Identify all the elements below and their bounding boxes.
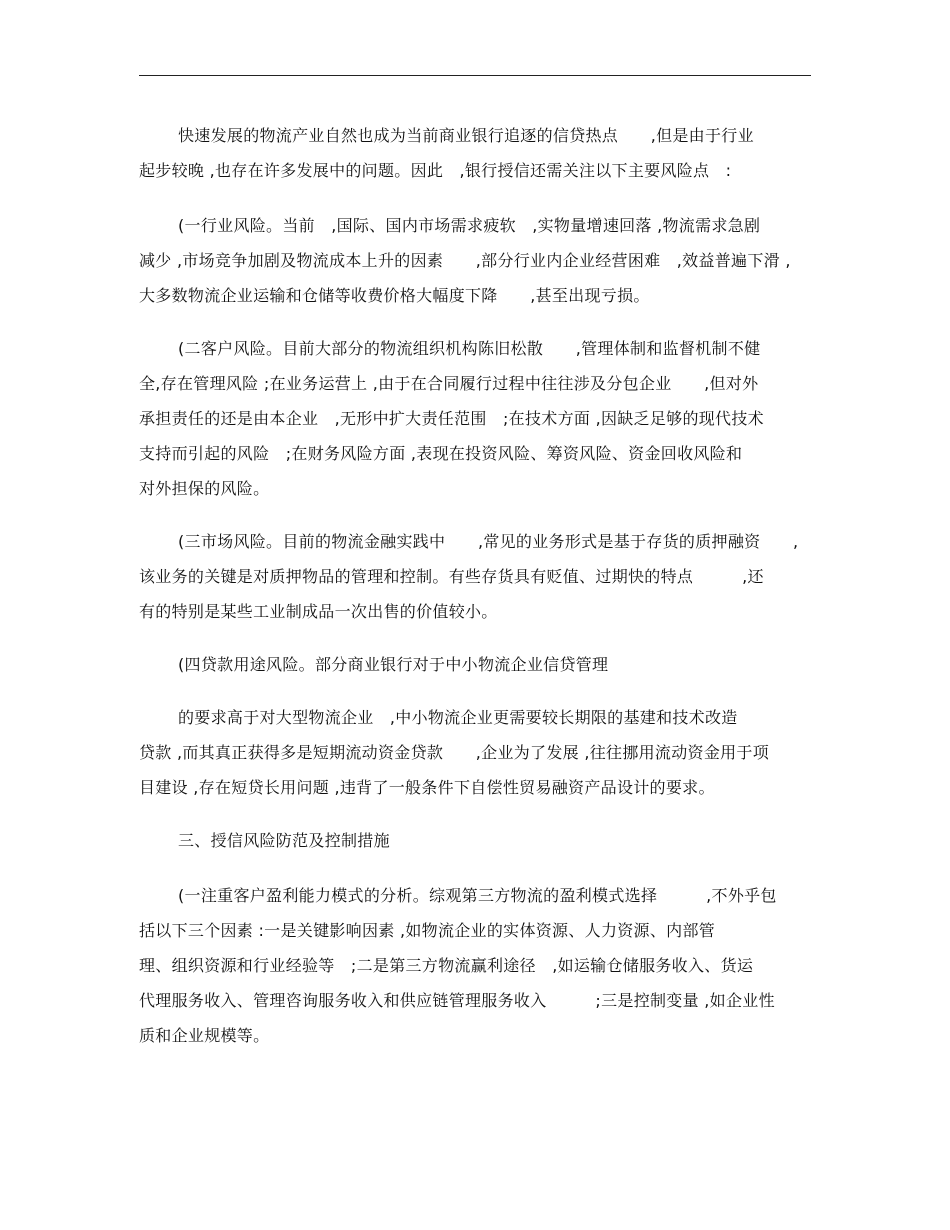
text-line: 对外担保的风险。	[139, 479, 270, 498]
text-line: (一行业风险。当前 ,国际、国内市场需求疲软 ,实物量增速回落 ,物流需求急剧	[178, 216, 761, 235]
text-line: (二客户风险。目前大部分的物流组织机构陈旧松散 ,管理体制和监督机制不健	[178, 339, 761, 358]
header-rule	[139, 75, 811, 76]
text-line: 理、组织资源和行业经验等 ;二是第三方物流赢利途径 ,如运输仓储服务收入、货运	[139, 956, 754, 975]
text-line: 该业务的关键是对质押物品的管理和控制。有些存货具有贬值、过期快的特点 ,还	[139, 567, 764, 586]
text-line: 代理服务收入、管理咨询服务收入和供应链管理服务收入 ;三是控制变量 ,如企业性	[139, 991, 775, 1010]
text-line: 减少 ,市场竞争加剧及物流成本上升的因素 ,部分行业内企业经营困难 ,效益普遍下滑 ,	[139, 251, 791, 270]
text-line: 大多数物流企业运输和仓储等收费价格大幅度下降 ,甚至出现亏损。	[139, 286, 650, 305]
text-line: 目建设 ,存在短贷长用问题 ,违背了一般条件下自偿性贸易融资产品设计的要求。	[139, 778, 715, 797]
text-line: 全,存在管理风险 ;在业务运营上 ,由于在合同履行过程中往往涉及分包企业 ,但对外	[139, 374, 759, 393]
text-line: (四贷款用途风险。部分商业银行对于中小物流企业信贷管理	[178, 655, 609, 674]
text-line: 贷款 ,而其真正获得多是短期流动资金贷款 ,企业为了发展 ,往往挪用流动资金用于项	[139, 743, 770, 762]
text-line: 起步较晚 ,也存在许多发展中的问题。因此 ,银行授信还需关注以下主要风险点 :	[139, 161, 732, 180]
text-line: 承担责任的还是由本企业 ,无形中扩大责任范围 ;在技术方面 ,因缺乏足够的现代技术	[139, 409, 764, 428]
text-line: 有的特别是某些工业制成品一次出售的价值较小。	[139, 602, 498, 621]
text-line: 快速发展的物流产业自然也成为当前商业银行追逐的信贷热点 ,但是由于行业	[178, 126, 754, 145]
text-line: 的要求高于对大型物流企业 ,中小物流企业更需要较长期限的基建和技术改造	[178, 708, 738, 727]
text-line: 支持而引起的风险 ;在财务风险方面 ,表现在投资风险、筹资风险、资金回收风险和	[139, 444, 743, 463]
text-line: 三、授信风险防范及控制措施	[178, 831, 390, 850]
text-line: (一注重客户盈利能力模式的分析。综观第三方物流的盈利模式选择 ,不外乎包	[178, 886, 777, 905]
text-line: 质和企业规模等。	[139, 1026, 270, 1045]
text-line: (三市场风险。目前的物流金融实践中 ,常见的业务形式是基于存货的质押融资 ,	[178, 532, 799, 551]
text-line: 括以下三个因素 :一是关键影响因素 ,如物流企业的实体资源、人力资源、内部管	[139, 921, 716, 940]
